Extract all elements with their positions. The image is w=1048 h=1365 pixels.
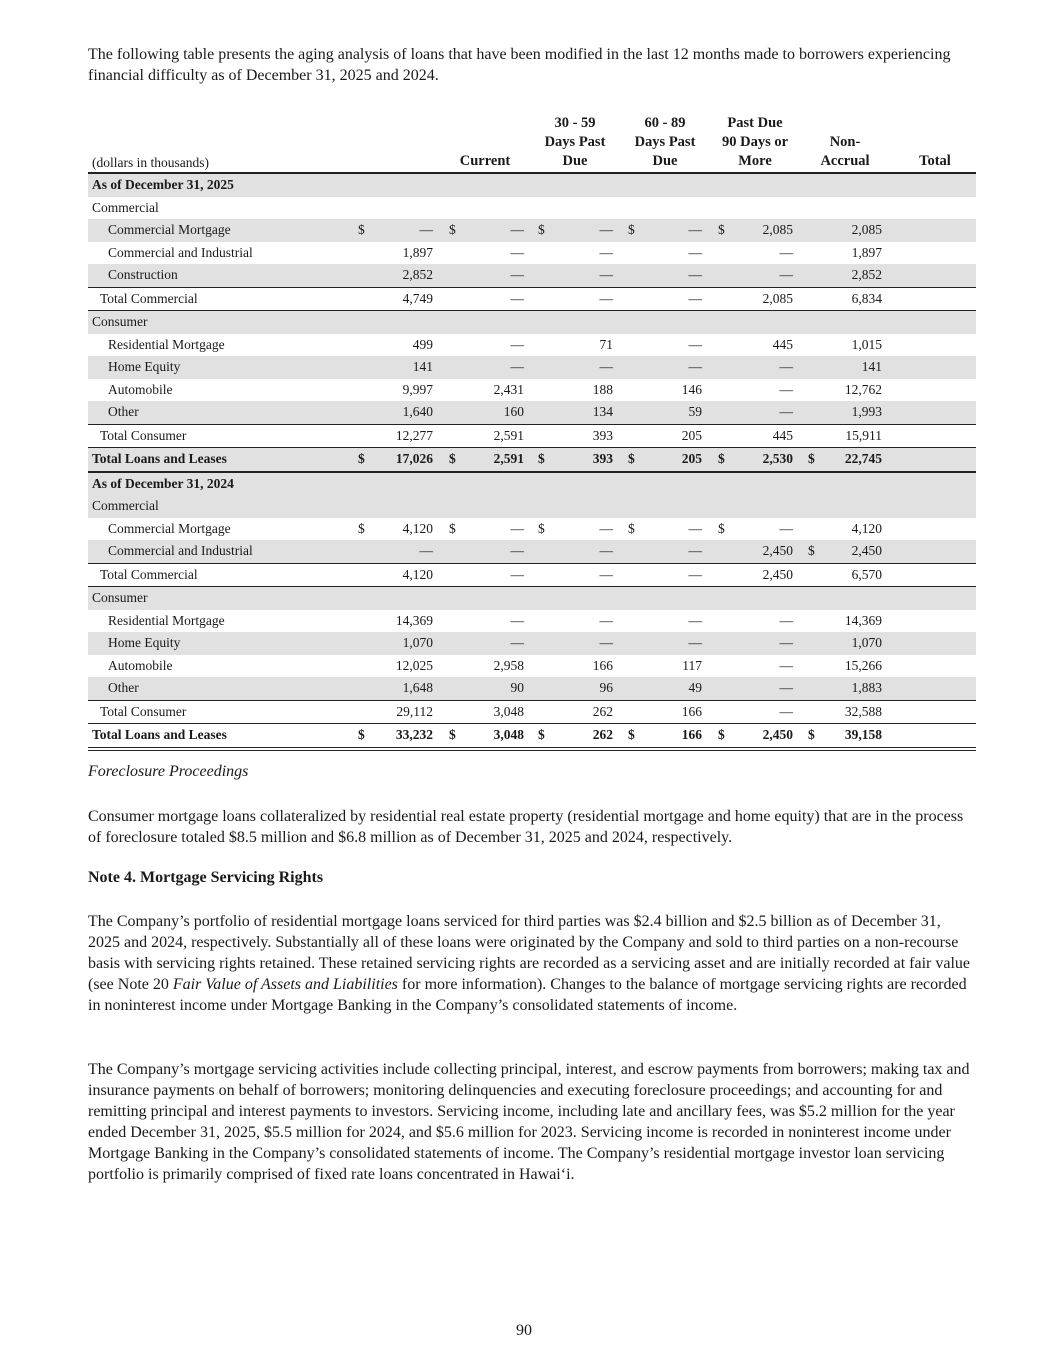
cell-value: 1,640 — [402, 404, 433, 419]
cell-value: 166 — [681, 703, 702, 719]
table-row — [88, 632, 976, 655]
cell-value: 1,883 — [851, 680, 882, 695]
group-header — [88, 197, 976, 220]
subtotal-row — [88, 700, 976, 724]
cell-value: 2,591 — [493, 451, 524, 466]
cell-value: 71 — [599, 336, 613, 352]
cell-value: — — [510, 222, 524, 237]
cell-value: 117 — [682, 657, 702, 673]
row-label: Other — [108, 404, 139, 419]
table-row — [88, 677, 976, 700]
cell-value: 2,085 — [762, 222, 793, 237]
cell-value: 29,112 — [396, 703, 433, 719]
cell-value: 205 — [681, 451, 702, 466]
currency-symbol: $ — [358, 727, 365, 742]
col-header-90-plus: Past Due 90 Days or More — [721, 115, 789, 169]
row-label: Construction — [108, 267, 178, 282]
currency-symbol: $ — [628, 727, 635, 742]
cell-value: — — [779, 657, 793, 673]
cell-value: 14,369 — [844, 612, 882, 628]
currency-symbol: $ — [718, 451, 725, 466]
cell-value: 1,648 — [402, 680, 433, 695]
col-header-30-59: 30 - 59 Days Past Due — [544, 115, 606, 169]
cell-value: — — [688, 359, 702, 374]
row-label: Commercial Mortgage — [108, 520, 231, 536]
table-row — [88, 610, 976, 633]
currency-symbol: $ — [538, 727, 545, 742]
grand-total-row — [88, 723, 976, 751]
row-label: Consumer — [92, 314, 148, 329]
note4-paragraph-1 — [88, 911, 976, 1016]
currency-symbol: $ — [538, 520, 545, 536]
row-label: Commercial and Industrial — [108, 543, 253, 558]
cell-value: 3,048 — [493, 703, 524, 719]
cell-value: 15,266 — [844, 657, 882, 673]
currency-symbol: $ — [449, 520, 456, 536]
group-header — [88, 586, 976, 610]
cell-value: — — [599, 290, 613, 306]
cell-value: 146 — [681, 381, 702, 397]
cell-value: 49 — [688, 680, 702, 695]
currency-symbol: $ — [718, 222, 725, 237]
table-row — [88, 379, 976, 402]
cell-value: 12,762 — [844, 381, 882, 397]
cell-value: 4,120 — [402, 520, 433, 536]
cell-value: 166 — [681, 727, 702, 742]
currency-symbol: $ — [358, 222, 365, 237]
cell-value: 445 — [772, 427, 793, 443]
cell-value: 90 — [510, 680, 524, 695]
cell-value: — — [688, 566, 702, 582]
cell-value: — — [688, 612, 702, 628]
units-label: (dollars in thousands) — [92, 155, 209, 170]
currency-symbol: $ — [628, 222, 635, 237]
cell-value: — — [599, 222, 613, 237]
cell-value: — — [510, 267, 524, 282]
cell-value: — — [779, 635, 793, 650]
cell-value: — — [419, 222, 433, 237]
cell-value: — — [599, 543, 613, 558]
cell-value: — — [779, 703, 793, 719]
currency-symbol: $ — [358, 451, 365, 466]
row-label: Consumer — [92, 590, 148, 605]
cell-value: 96 — [599, 680, 613, 695]
cell-value: 1,070 — [402, 635, 433, 650]
cell-value: — — [688, 520, 702, 536]
cell-value: 188 — [592, 381, 613, 397]
cell-value: — — [779, 404, 793, 419]
row-label: Total Consumer — [100, 703, 187, 719]
cell-value: 2,958 — [493, 657, 524, 673]
cell-value: 262 — [592, 703, 613, 719]
cell-value: 141 — [861, 359, 882, 374]
currency-symbol: $ — [449, 451, 456, 466]
cell-value: — — [779, 680, 793, 695]
col-header-current: Current — [459, 153, 511, 169]
row-label: Automobile — [108, 381, 173, 397]
cell-value: — — [599, 359, 613, 374]
cell-value: — — [510, 336, 524, 352]
cell-value: — — [688, 635, 702, 650]
cell-value: 6,570 — [851, 566, 882, 582]
cell-value: — — [779, 267, 793, 282]
group-header — [88, 495, 976, 518]
cell-value: 1,897 — [402, 244, 433, 260]
note4-paragraph-2: The Company’s mortgage servicing activities include collecting principal, interest, and escrow payments from borrowers; making tax and insurance payments on behalf of borrowers; monitoring delinquencies and executing foreclosure proceedings; and accounting for and remitting principal and interest payments to investors. Servicing income, including late and ancillary fees, was $5.2 million for the year ended December 31, 2025, $5.5 million for 2024, and $5.6 million for 2023. Servicing income is recorded in noninterest income under Mortgage Banking in the Company’s consolidated statements of income. The Company’s residential mortgage investor loan servicing portfolio is primarily comprised of fixed rate loans concentrated in Hawai‘i. — [88, 1061, 970, 1183]
cell-value: 3,048 — [493, 727, 524, 742]
table-row — [88, 334, 976, 357]
cell-value: — — [779, 520, 793, 536]
cell-value: — — [599, 566, 613, 582]
currency-symbol: $ — [358, 520, 365, 536]
cell-value: 32,588 — [844, 703, 882, 719]
cell-value: 1,993 — [851, 404, 882, 419]
cell-value: 445 — [772, 336, 793, 352]
cell-value: 4,749 — [402, 290, 433, 306]
col-header-total: Total — [919, 153, 951, 169]
cell-value: 4,120 — [402, 566, 433, 582]
cell-value: 6,834 — [851, 290, 882, 306]
row-label: Commercial — [92, 498, 159, 513]
cell-value: 59 — [688, 404, 702, 419]
cell-value: 1,015 — [851, 336, 882, 352]
cell-value: 2,450 — [762, 727, 793, 742]
cell-value: 33,232 — [395, 727, 433, 742]
cell-value: — — [599, 267, 613, 282]
cell-value: 166 — [592, 657, 613, 673]
cell-value: 12,277 — [395, 427, 433, 443]
page-number: 90 — [516, 1322, 532, 1339]
subtotal-row — [88, 287, 976, 311]
cell-value: 160 — [503, 404, 524, 419]
cell-value: 2,852 — [402, 267, 433, 282]
cell-value: — — [779, 244, 793, 260]
foreclosure-heading: Foreclosure Proceedings — [88, 763, 249, 780]
row-label: Total Commercial — [100, 290, 198, 306]
cell-value: 9,997 — [402, 381, 433, 397]
cell-value: — — [688, 336, 702, 352]
subtotal-row — [88, 563, 976, 587]
currency-symbol: $ — [808, 543, 815, 558]
cell-value: — — [779, 359, 793, 374]
cell-value: — — [688, 290, 702, 306]
table-body — [88, 174, 976, 751]
col-header-60-89: 60 - 89 Days Past Due — [634, 115, 696, 169]
table-row — [88, 219, 976, 242]
cell-value: — — [688, 244, 702, 260]
note4-p1-italic: Fair Value of Assets and Liabilities — [172, 976, 398, 993]
table-row — [88, 264, 976, 287]
row-label: Home Equity — [108, 635, 181, 650]
cell-value: — — [779, 612, 793, 628]
cell-value: 2,450 — [762, 543, 793, 558]
table-row — [88, 518, 976, 541]
currency-symbol: $ — [628, 520, 635, 536]
cell-value: — — [510, 520, 524, 536]
cell-value: 393 — [592, 427, 613, 443]
row-label: Commercial — [92, 199, 159, 215]
cell-value: — — [510, 290, 524, 306]
cell-value: 393 — [592, 451, 613, 466]
currency-symbol: $ — [718, 727, 725, 742]
cell-value: 2,450 — [851, 543, 882, 558]
cell-value: — — [688, 222, 702, 237]
cell-value: — — [510, 612, 524, 628]
cell-value: — — [510, 244, 524, 260]
currency-symbol: $ — [808, 727, 815, 742]
cell-value: 2,852 — [851, 267, 882, 282]
row-label: Residential Mortgage — [108, 612, 225, 628]
cell-value: 205 — [681, 427, 702, 443]
cell-value: — — [599, 244, 613, 260]
cell-value: — — [688, 543, 702, 558]
section-header-2024 — [88, 471, 976, 496]
cell-value: 15,911 — [845, 427, 882, 443]
table-row — [88, 401, 976, 424]
cell-value: 2,530 — [762, 451, 793, 466]
subtotal-row — [88, 424, 976, 448]
foreclosure-paragraph: Consumer mortgage loans collateralized by residential real estate property (residential mortgage and home equity) that are in the process of foreclosure totaled $8.5 million and $6.8 million as of December 31, 2025 and 2024, respectively. — [88, 808, 964, 846]
note4-p1-text-a: The Company’s portfolio of residential mortgage loans serviced for third parties was $2.4 billion and $2.5 billion as of December 31, 2025 and 2024, respectively. Substantially all of these loans were originated by the Company and sold to third parties on a non-recourse basis with servicing rights retained. These retained servicing rights are recorded as a servicing asset and are initially recorded at fair value (see Note 20 — [88, 913, 971, 993]
cell-value: 12,025 — [395, 657, 433, 673]
cell-value: — — [510, 566, 524, 582]
currency-symbol: $ — [449, 727, 456, 742]
cell-value: 2,591 — [493, 427, 524, 443]
row-label: Home Equity — [108, 359, 181, 374]
cell-value: 22,745 — [844, 451, 882, 466]
cell-value: — — [510, 543, 524, 558]
table-row — [88, 655, 976, 678]
currency-symbol: $ — [628, 451, 635, 466]
cell-value: 2,450 — [762, 566, 793, 582]
table-row — [88, 242, 976, 265]
row-label: Residential Mortgage — [108, 336, 225, 352]
cell-value: — — [599, 612, 613, 628]
aging-analysis-table — [88, 114, 976, 751]
currency-symbol: $ — [718, 520, 725, 536]
cell-value: 4,120 — [851, 520, 882, 536]
currency-symbol: $ — [808, 451, 815, 466]
cell-value: 39,158 — [844, 727, 882, 742]
grand-total-row — [88, 447, 976, 471]
row-label: As of December 31, 2025 — [92, 177, 234, 192]
row-label: As of December 31, 2024 — [92, 475, 234, 491]
cell-value: 2,431 — [493, 381, 524, 397]
cell-value: 1,070 — [851, 635, 882, 650]
row-label: Total Commercial — [100, 566, 198, 582]
currency-symbol: $ — [449, 222, 456, 237]
col-header-nonaccrual: Non- Accrual — [820, 134, 870, 169]
cell-value: — — [599, 520, 613, 536]
cell-value: 1,897 — [851, 244, 882, 260]
note4-p1-text-b: for more information). Changes to the balance of mortgage servicing rights are recorded in noninterest income under Mortgage Banking in the Company’s consolidated statements of income. — [88, 976, 967, 1014]
cell-value: 262 — [592, 727, 613, 742]
currency-symbol: $ — [538, 222, 545, 237]
cell-value: — — [510, 635, 524, 650]
section-header-2025 — [88, 174, 976, 197]
table-header — [88, 114, 976, 174]
row-label: Other — [108, 680, 139, 695]
row-label: Automobile — [108, 657, 173, 673]
row-label: Total Loans and Leases — [92, 727, 227, 742]
row-label: Total Consumer — [100, 427, 187, 443]
intro-paragraph: The following table presents the aging analysis of loans that have been modified in the last 12 months made to borrowers experiencing financial difficulty as of December 31, 2025 and 2024. — [88, 46, 951, 84]
cell-value: — — [599, 635, 613, 650]
table-row — [88, 540, 976, 563]
cell-value: — — [419, 543, 433, 558]
cell-value: 2,085 — [762, 290, 793, 306]
cell-value: 2,085 — [851, 222, 882, 237]
cell-value: — — [510, 359, 524, 374]
cell-value: 17,026 — [395, 451, 433, 466]
row-label: Commercial and Industrial — [108, 244, 253, 260]
cell-value: — — [688, 267, 702, 282]
currency-symbol: $ — [538, 451, 545, 466]
row-label: Commercial Mortgage — [108, 222, 231, 237]
cell-value: 14,369 — [395, 612, 433, 628]
cell-value: 134 — [592, 404, 613, 419]
group-header — [88, 310, 976, 334]
cell-value: 141 — [412, 359, 433, 374]
table-row — [88, 356, 976, 379]
row-label: Total Loans and Leases — [92, 451, 227, 466]
cell-value: — — [779, 381, 793, 397]
cell-value: 499 — [412, 336, 433, 352]
note4-heading: Note 4. Mortgage Servicing Rights — [88, 869, 324, 886]
